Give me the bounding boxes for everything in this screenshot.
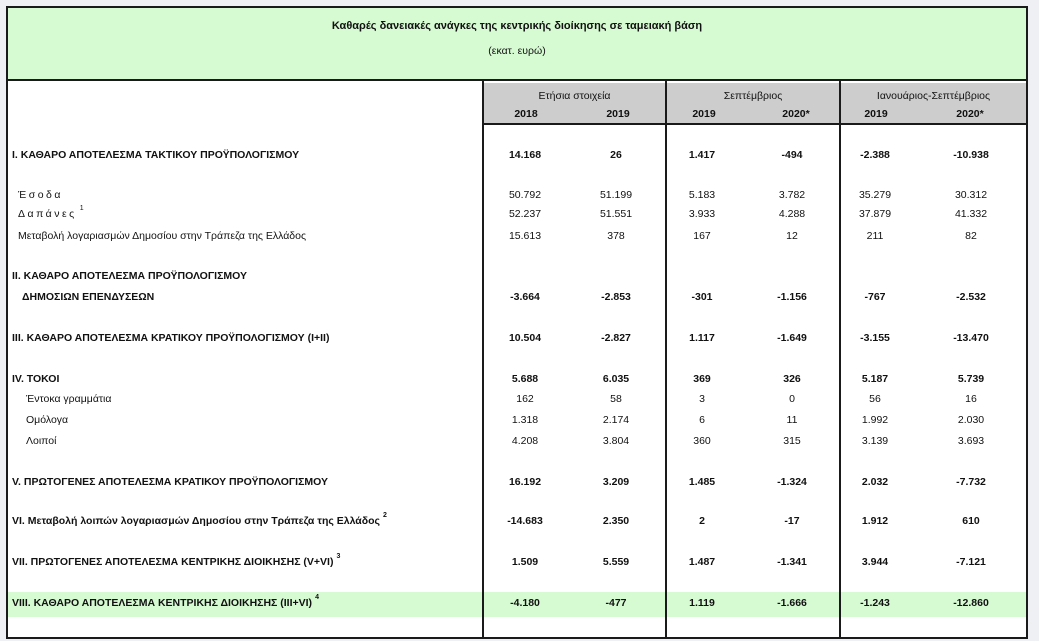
row-label: Μεταβολή λογαριασμών Δημοσίου στην Τράπεζα της Ελλάδος xyxy=(18,230,307,242)
table-cell: 6.035 xyxy=(602,373,630,385)
header-year: 2018 xyxy=(514,108,538,120)
row-label: VIII. ΚΑΘΑΡΟ ΑΠΟΤΕΛΕΣΜΑ ΚΕΝΤΡΙΚΗΣ ΔΙΟΙΚΗΣΗΣ (III+VI) $^4$ xyxy=(12,594,319,609)
table-cell: 3.933 xyxy=(688,208,716,220)
header-year: 2020* xyxy=(782,108,810,120)
table-cell: -12.860 xyxy=(953,597,989,609)
table-cell: 37.879 xyxy=(858,208,892,220)
table-cell: 211 xyxy=(866,230,884,242)
table-cell: 162 xyxy=(516,393,534,405)
header-year: 2019 xyxy=(606,108,630,120)
table-cell: -1.156 xyxy=(777,291,807,303)
table-cell: 326 xyxy=(783,373,801,385)
table-cell: 2.032 xyxy=(861,476,889,488)
row-label: VII. ΠΡΩΤΟΓΕΝΕΣ ΑΠΟΤΕΛΕΣΜΑ ΚΕΝΤΡΙΚΗΣ ΔΙΟΙΚΗΣΗΣ (V+VI) $^3$ xyxy=(12,553,341,568)
table-cell: 1.485 xyxy=(688,476,716,488)
table-cell: 2.350 xyxy=(602,515,630,527)
table-cell: -1.243 xyxy=(860,597,890,609)
table-title: Καθαρές δανειακές ανάγκες της κεντρικής διοίκησης σε ταμειακή βάση xyxy=(331,20,703,32)
table-cell: 6 xyxy=(699,414,705,426)
table-unit: (εκατ. ευρώ) xyxy=(488,45,546,57)
table-cell: 3.944 xyxy=(861,556,889,568)
table-cell: 2.030 xyxy=(957,414,985,426)
table-cell: 16.192 xyxy=(508,476,542,488)
table-cell: 26 xyxy=(610,149,622,161)
table-cell: 41.332 xyxy=(954,208,988,220)
table-cell: -13.470 xyxy=(953,332,989,344)
table-cell: 10.504 xyxy=(508,332,542,344)
table-cell: 1.912 xyxy=(861,515,889,527)
table-cell: 12 xyxy=(786,230,798,242)
table-cell: 5.739 xyxy=(957,373,985,385)
row-label: VI. Μεταβολή λοιπών λογαριασμών Δημοσίου στην Τράπεζα της Ελλάδος $^2$ xyxy=(12,512,387,527)
table-cell: 3.209 xyxy=(602,476,630,488)
table-cell: 50.792 xyxy=(508,189,542,201)
row-label: Λοιποί xyxy=(26,435,57,447)
table-cell: -3.155 xyxy=(860,332,890,344)
table-cell: 5.187 xyxy=(861,373,889,385)
row-label: II. ΚΑΘΑΡΟ ΑΠΟΤΕΛΕΣΜΑ ΠΡΟΫΠΟΛΟΓΙΣΜΟΥ xyxy=(12,270,247,282)
table-cell: -1.649 xyxy=(777,332,807,344)
row-label: Έσοδα xyxy=(18,189,63,201)
table-cell: 5.688 xyxy=(511,373,539,385)
table-cell: 82 xyxy=(965,230,977,242)
table-cell: 3.804 xyxy=(602,435,630,447)
header-group-september: Σεπτέμβριος xyxy=(723,90,783,102)
table-cell: -14.683 xyxy=(507,515,543,527)
table-cell: -2.853 xyxy=(601,291,631,303)
table-cell: 1.487 xyxy=(688,556,716,568)
column-divider xyxy=(482,81,484,639)
table-cell: -10.938 xyxy=(953,149,989,161)
row-label: I. ΚΑΘΑΡΟ ΑΠΟΤΕΛΕΣΜΑ ΤΑΚΤΙΚΟΥ ΠΡΟΫΠΟΛΟΓΙΣΜΟΥ xyxy=(12,149,300,161)
table-cell: 1.117 xyxy=(689,332,715,344)
table-cell: -767 xyxy=(864,291,886,303)
table-cell: 14.168 xyxy=(508,149,542,161)
table-cell: 610 xyxy=(962,515,980,527)
table-cell: 3 xyxy=(699,393,705,405)
header-year: 2019 xyxy=(692,108,716,120)
row-label: Ομόλογα xyxy=(26,414,69,426)
row-label: III. ΚΑΘΑΡΟ ΑΠΟΤΕΛΕΣΜΑ ΚΡΑΤΙΚΟΥ ΠΡΟΫΠΟΛΟΓΙΣΜΟΥ (I+II) xyxy=(12,332,330,344)
row-label: IV. ΤΟΚΟΙ xyxy=(12,373,60,385)
table-cell: 4.208 xyxy=(511,435,539,447)
table-cell: -1.341 xyxy=(777,556,807,568)
table-cell: 167 xyxy=(693,230,711,242)
table-cell: 360 xyxy=(693,435,711,447)
table-cell: 16 xyxy=(965,393,977,405)
table-cell: -7.732 xyxy=(956,476,986,488)
header-year: 2019 xyxy=(864,108,888,120)
table-cell: 52.237 xyxy=(508,208,542,220)
table-cell: 1.509 xyxy=(511,556,539,568)
table-cell: -1.666 xyxy=(777,597,807,609)
table-cell: 3.693 xyxy=(957,435,985,447)
table-cell: 369 xyxy=(693,373,711,385)
table-cell: 3.139 xyxy=(861,435,889,447)
table-cell: 51.551 xyxy=(599,208,633,220)
table-cell: 2.174 xyxy=(602,414,630,426)
table-cell: 1.417 xyxy=(688,149,716,161)
row-label: V. ΠΡΩΤΟΓΕΝΕΣ ΑΠΟΤΕΛΕΣΜΑ ΚΡΑΤΙΚΟΥ ΠΡΟΫΠΟΛΟΓΙΣΜΟΥ xyxy=(12,476,329,488)
table-cell: 58 xyxy=(610,393,622,405)
table-cell: -2.388 xyxy=(860,149,890,161)
table-cell: 4.288 xyxy=(778,208,806,220)
table-sheet xyxy=(6,6,1028,639)
table-cell: 35.279 xyxy=(858,189,892,201)
table-cell: 11 xyxy=(786,414,798,426)
table-cell: -4.180 xyxy=(510,597,540,609)
table-cell: 51.199 xyxy=(599,189,633,201)
row-label: ΔΗΜΟΣΙΩΝ ΕΠΕΝΔΥΣΕΩΝ xyxy=(22,291,155,303)
table-cell: 5.183 xyxy=(688,189,716,201)
header-year: 2020* xyxy=(956,108,984,120)
row-label: Δαπάνες $^1$ xyxy=(18,205,87,220)
header-group-annual: Ετήσια στοιχεία xyxy=(538,90,611,102)
table-cell: -3.664 xyxy=(510,291,540,303)
table-cell: 0 xyxy=(789,393,795,405)
table-cell: -494 xyxy=(781,149,803,161)
table-cell: -2.827 xyxy=(601,332,631,344)
table-cell: 2 xyxy=(699,515,705,527)
table-cell: -477 xyxy=(605,597,627,609)
table-cell: 378 xyxy=(607,230,625,242)
table-cell: -7.121 xyxy=(956,556,986,568)
header-group-jan-sep: Ιανουάριος-Σεπτέμβριος xyxy=(876,90,991,102)
table-cell: 5.559 xyxy=(602,556,630,568)
table-cell: 56 xyxy=(869,393,881,405)
table-cell: 315 xyxy=(783,435,801,447)
table-cell: 30.312 xyxy=(954,189,988,201)
row-label: Έντοκα γραμμάτια xyxy=(26,393,112,405)
table-cell: 3.782 xyxy=(778,189,806,201)
table-cell: 1.992 xyxy=(861,414,889,426)
table-cell: 15.613 xyxy=(508,230,542,242)
table-cell: -2.532 xyxy=(956,291,986,303)
table-cell: 1.318 xyxy=(511,414,539,426)
table-cell: -17 xyxy=(784,515,800,527)
table-cell: 1.119 xyxy=(689,597,715,609)
table-cell: -301 xyxy=(691,291,713,303)
table-cell: -1.324 xyxy=(777,476,807,488)
title-box xyxy=(8,8,1026,81)
